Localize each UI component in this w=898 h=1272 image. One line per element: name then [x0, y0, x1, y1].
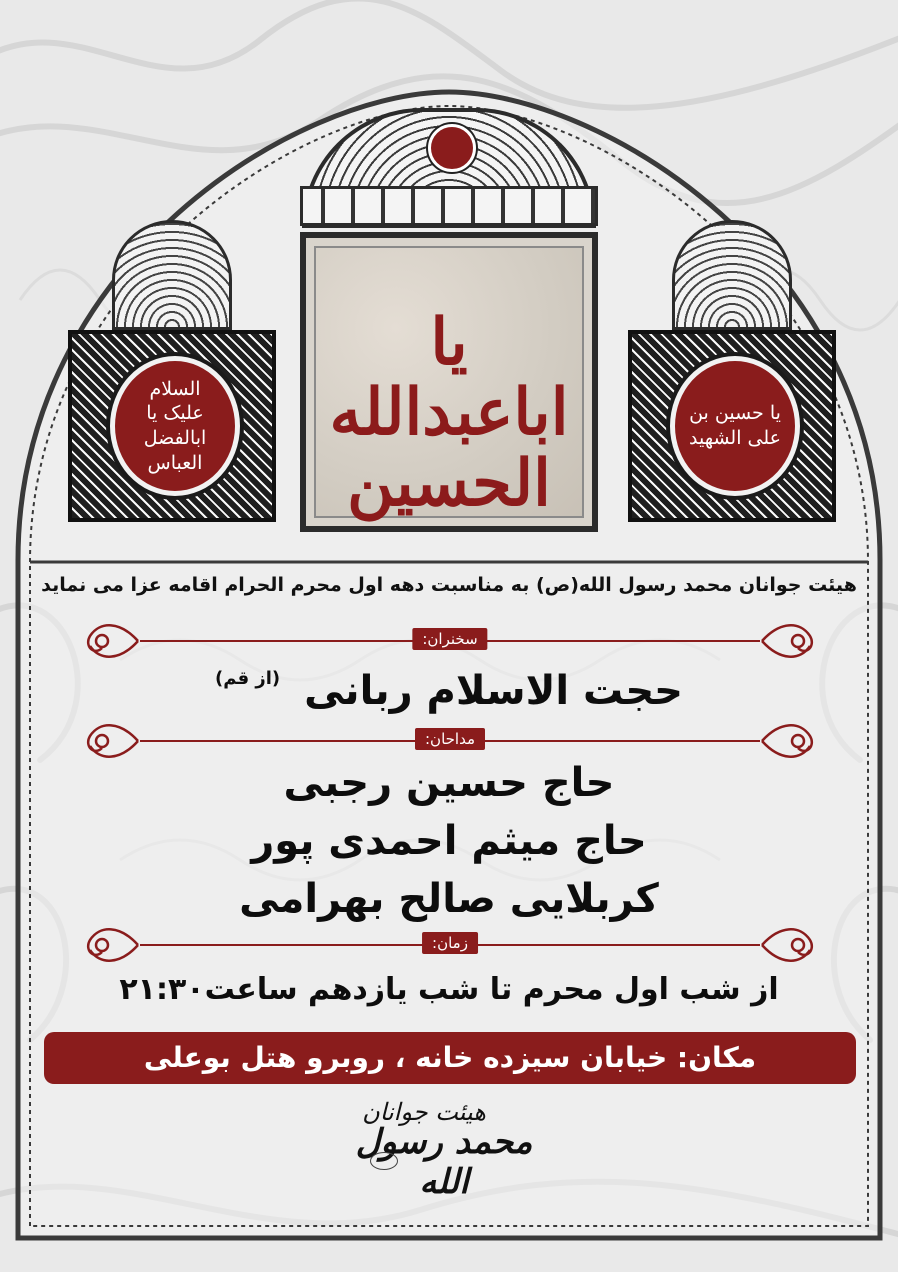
speaker-name-line	[60, 668, 838, 714]
singer-name: کربلایی صالح بهرامی	[239, 876, 659, 922]
flourish-icon	[80, 616, 140, 666]
flourish-icon	[760, 616, 820, 666]
speakers-divider	[80, 614, 820, 668]
flourish-icon	[80, 716, 140, 766]
heading-text: هیئت جوانان محمد رسول الله(ص) به مناسبت دهه اول محرم الحرام اقامه عزا می نماید	[41, 574, 857, 596]
flourish-icon	[760, 716, 820, 766]
organizer-logo	[334, 1098, 554, 1202]
singer-name: حاج حسین رجبی	[283, 760, 615, 806]
logo-line-2: محمد رسول الله	[355, 1122, 533, 1202]
speakers-label: سخنران:	[412, 628, 487, 650]
left-dome-ornament	[112, 220, 232, 330]
singer-name: حاج میثم احمدی پور	[251, 818, 647, 864]
seal-icon	[370, 1152, 398, 1170]
flourish-icon	[80, 920, 140, 970]
right-medallion: یا حسین بن علی الشهید	[670, 356, 800, 496]
center-calligraphy-tile	[300, 232, 598, 532]
flourish-icon	[760, 920, 820, 970]
ornament-band	[300, 186, 598, 226]
speaker-name: حجت الاسلام ربانی	[304, 668, 684, 714]
speaker-origin: (از قم)	[214, 668, 281, 689]
logo-line-1: هیئت جوانان	[362, 1098, 486, 1126]
center-calligraphy: یا اباعبدالله الحسین	[329, 305, 569, 521]
left-medallion: السلام علیک یا ابالفضل العباس	[110, 356, 240, 496]
right-ornament-tile	[628, 330, 836, 522]
left-ornament-tile	[68, 330, 276, 522]
time-divider	[80, 918, 820, 972]
event-time: از شب اول محرم تا شب یازدهم ساعت۲۱:۳۰	[119, 972, 779, 1007]
right-dome-ornament	[672, 220, 792, 330]
place-banner: مکان: خیابان سیزده خانه ، روبرو هتل بوعلی	[44, 1032, 856, 1084]
time-label: زمان:	[422, 932, 478, 954]
singers-label: مداحان:	[415, 728, 485, 750]
top-seal-icon	[428, 124, 476, 172]
